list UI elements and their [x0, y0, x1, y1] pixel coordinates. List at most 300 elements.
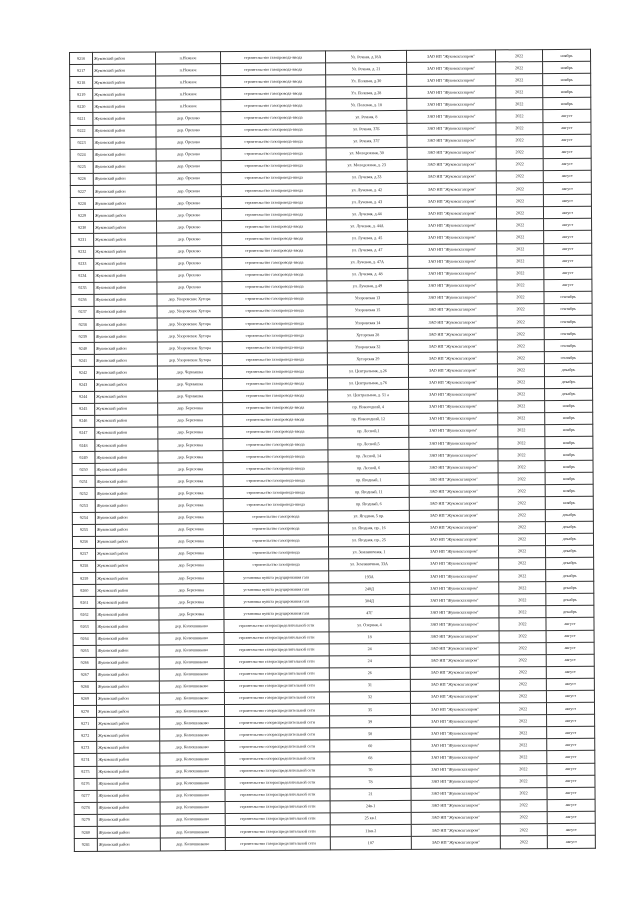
month-cell: август [543, 207, 591, 219]
year-cell: 2022 [498, 425, 545, 437]
work-type-cell: строительство газораспределительной сети [224, 704, 329, 717]
month-cell: август [547, 763, 595, 775]
row-number: 9235 [71, 282, 94, 294]
year-cell: 2022 [500, 739, 547, 751]
contractor-cell: ЗАО НП "Жуковскгазпром" [409, 401, 498, 414]
row-number: 9251 [72, 476, 95, 488]
work-type-cell: строительство газопровода-ввода [222, 353, 327, 366]
contractor-cell: ЗАО НП "Жуковскгазпром" [407, 195, 496, 208]
year-cell: 2022 [497, 243, 544, 255]
contractor-cell: ЗАО НП "Жуковскгазпром" [410, 703, 499, 716]
work-type-cell: строительство газопровода-ввода [221, 160, 326, 173]
month-cell: август [546, 618, 594, 630]
work-type-cell: строительство газопровода-ввода [222, 269, 327, 282]
year-cell: 2022 [497, 316, 544, 328]
month-cell: август [543, 110, 591, 122]
district-cell: Жуковский район [97, 778, 160, 790]
address-cell: пр. Новогодний, 12 [328, 413, 409, 426]
month-cell: ноябрь [543, 61, 591, 73]
year-cell: 2022 [499, 654, 546, 666]
address-cell: Ул. Полевая, д. 18 [326, 99, 407, 112]
address-cell: ул. Лучевая, д. 44А [327, 220, 408, 233]
address-cell: ул. Центральная, д.26 [327, 365, 408, 378]
address-cell: 24 [329, 643, 410, 656]
address-cell: ул. Речная, 37Б [326, 123, 407, 136]
row-number: 9242 [71, 367, 94, 379]
settlement-cell: дер. Орехово [156, 185, 221, 197]
work-type-cell: строительство газопровода-ввода [221, 111, 326, 124]
address-cell: 21 [330, 788, 411, 801]
settlement-cell: дер. Орехово [157, 269, 222, 281]
year-cell: 2022 [499, 666, 546, 678]
settlement-cell: дер. Чернышка [158, 390, 223, 402]
work-type-cell: строительство газопровода-ввода [222, 232, 327, 245]
year-cell: 2022 [498, 485, 545, 497]
row-number: 9276 [74, 778, 97, 790]
row-number: 9224 [70, 149, 93, 161]
work-type-cell: строительство газопровода-ввода [221, 123, 326, 136]
settlement-cell: дер. Упоровские Хутора [157, 330, 222, 342]
district-cell: Жуковский район [94, 330, 157, 342]
contractor-cell: ЗАО НП "Жуковскгазпром" [408, 219, 497, 232]
month-cell: ноябрь [545, 412, 593, 424]
month-cell: декабрь [546, 581, 594, 593]
year-cell: 2022 [500, 775, 547, 787]
contractor-cell: ЗАО НП "Жуковскгазпром" [409, 522, 498, 535]
address-cell: пр. Новогодний, 4 [328, 401, 409, 414]
contractor-cell: ЗАО НП "Жуковскгазпром" [411, 739, 500, 752]
work-type-cell: строительство газопровода [223, 510, 328, 523]
settlement-cell: дер. Березовка [159, 584, 224, 596]
settlement-cell: дер. Орехово [156, 148, 221, 160]
work-type-cell: строительство газопровода-ввода [223, 438, 328, 451]
year-cell: 2022 [500, 824, 547, 836]
work-type-cell: строительство газопровода [223, 535, 328, 548]
year-cell: 2022 [499, 618, 546, 630]
address-cell: ул. Центральная, д.76 [327, 377, 408, 390]
work-type-cell: строительство газопровода-ввода [222, 220, 327, 233]
settlement-cell: дер. Колюшниково [159, 680, 224, 692]
address-cell: 107 [330, 837, 411, 850]
work-type-cell: строительство газопровода-ввода [222, 281, 327, 294]
district-cell: Жуковский район [94, 354, 157, 366]
row-number: 9238 [71, 318, 94, 330]
contractor-cell: ЗАО НП "Жуковскгазпром" [408, 268, 497, 281]
district-cell: Жуковский район [97, 717, 160, 729]
settlement-cell: дер. Березовка [158, 475, 223, 487]
month-cell: ноябрь [545, 497, 593, 509]
contractor-cell: ЗАО НП "Жуковскгазпром" [408, 231, 497, 244]
year-cell: 2022 [499, 630, 546, 642]
month-cell: август [543, 122, 591, 134]
row-number: 9237 [71, 306, 94, 318]
year-cell: 2022 [496, 195, 543, 207]
settlement-cell: дер. Березовка [158, 535, 223, 547]
contractor-cell: ЗАО НП "Жуковскгазпром" [407, 183, 496, 196]
settlement-cell: дер. Орехово [157, 245, 222, 257]
month-cell: август [546, 630, 594, 642]
district-cell: Жуковский район [97, 838, 160, 851]
month-cell: сентябрь [544, 352, 592, 364]
row-number: 9259 [73, 572, 96, 584]
month-cell: август [547, 775, 595, 787]
row-number: 9279 [74, 814, 97, 826]
district-cell: Жуковский район [94, 270, 157, 282]
address-cell: пр. Ягодный, 11 [328, 486, 409, 499]
district-cell: Жуковский район [94, 245, 157, 257]
address-cell: 70 [330, 764, 411, 777]
table-body [70, 49, 596, 851]
address-cell: 304Д [329, 595, 410, 608]
contractor-cell: ЗАО НП "Жуковскгазпром" [411, 788, 500, 801]
work-type-cell: строительство газораспределительной сети [224, 631, 329, 644]
year-cell: 2022 [497, 267, 544, 279]
address-cell: ул. Молодежная, д. 23 [326, 159, 407, 172]
month-cell: август [544, 279, 592, 291]
year-cell: 2022 [498, 437, 545, 449]
work-type-cell: строительство газопровода-ввода [222, 317, 327, 330]
row-number: 9271 [74, 718, 97, 730]
row-number: 9244 [72, 391, 95, 403]
settlement-cell: дер. Березовка [158, 487, 223, 499]
contractor-cell: ЗАО НП "Жуковскгазпром" [409, 509, 498, 522]
district-cell: Жуковский район [93, 197, 156, 209]
contractor-cell: ЗАО НП "Жуковскгазпром" [409, 413, 498, 426]
settlement-cell: дер. Колюшниково [160, 717, 225, 729]
work-type-cell: строительство газопровода-ввода [222, 244, 327, 257]
month-cell: ноябрь [545, 436, 593, 448]
month-cell: август [544, 243, 592, 255]
district-cell: Жуковский район [95, 391, 158, 403]
contractor-cell: ЗАО НП "Жуковскгазпром" [407, 159, 496, 172]
work-type-cell: строительство газораспределительной сети [225, 764, 330, 777]
year-cell: 2022 [499, 570, 546, 582]
district-cell: Жуковский район [96, 681, 159, 693]
district-cell: Жуковский район [93, 125, 156, 137]
row-number: 9275 [74, 766, 97, 778]
contractor-cell: ЗАО НП "Жуковскгазпром" [408, 292, 497, 305]
year-cell: 2022 [496, 146, 543, 158]
month-cell: август [546, 678, 594, 690]
work-type-cell: строительство газопровода-ввода [221, 172, 326, 185]
month-cell: август [543, 170, 591, 182]
settlement-cell: дер. Орехово [156, 136, 221, 148]
settlement-cell: дер. Колюшниково [159, 620, 224, 632]
work-type-cell: строительство газораспределительной сети [224, 692, 329, 705]
contractor-cell: ЗАО НП "Жуковскгазпром" [411, 824, 500, 837]
contractor-cell: ЗАО НП "Жуковскгазпром" [407, 62, 496, 75]
address-cell: 31 [329, 679, 410, 692]
table-row [74, 835, 595, 851]
contractor-cell: ЗАО НП "Жуковскгазпром" [407, 171, 496, 184]
work-type-cell: строительство газопровода-ввода [223, 486, 328, 499]
year-cell: 2022 [499, 691, 546, 703]
month-cell: август [544, 219, 592, 231]
district-cell: Жуковский район [94, 306, 157, 318]
row-number: 9239 [71, 331, 94, 343]
month-cell: август [544, 255, 592, 267]
work-type-cell: строительство газопровода-ввода [221, 196, 326, 209]
year-cell: 2022 [500, 787, 547, 799]
contractor-cell: ЗАО НП "Жуковскгазпром" [408, 328, 497, 341]
month-cell: декабрь [544, 376, 592, 388]
address-cell: пр. Лесной,1 [328, 425, 409, 438]
row-number: 9258 [73, 560, 96, 572]
row-number: 9267 [73, 669, 96, 681]
month-cell: август [547, 751, 595, 763]
month-cell: декабрь [545, 521, 593, 533]
row-number: 9253 [72, 500, 95, 512]
month-cell: ноябрь [545, 400, 593, 412]
settlement-cell: дер. Березовка [159, 596, 224, 608]
year-cell: 2022 [498, 400, 545, 412]
month-cell: август [546, 702, 594, 714]
district-cell: Жуковский район [97, 790, 160, 802]
settlement-cell: дер. Орехово [156, 209, 221, 221]
district-cell: Жуковский район [93, 76, 156, 88]
month-cell: август [547, 727, 595, 739]
year-cell: 2022 [498, 461, 545, 473]
year-cell: 2022 [500, 799, 547, 811]
settlement-cell: дер. Березовка [158, 511, 223, 523]
district-cell: Жуковский район [93, 64, 156, 76]
row-number: 9280 [74, 826, 97, 838]
month-cell: декабрь [544, 364, 592, 376]
district-cell: Жуковский район [95, 403, 158, 415]
address-cell: 193А [329, 570, 410, 583]
settlement-cell: дер. Колюшниково [160, 741, 225, 753]
row-number: 9234 [71, 270, 94, 282]
address-cell: ул. Молодежная, 30 [326, 147, 407, 160]
row-number: 9263 [73, 621, 96, 633]
work-type-cell: строительство газопровода-ввода [223, 426, 328, 439]
contractor-cell: ЗАО НП "Жуковскгазпром" [408, 280, 497, 293]
address-cell: 24 [329, 655, 410, 668]
district-cell: Жуковский район [95, 475, 158, 487]
contractor-cell: ЗАО НП "Жуковскгазпром" [411, 812, 500, 825]
month-cell: август [544, 267, 592, 279]
address-cell: ул. Лучевая, д.44 [326, 208, 407, 221]
settlement-cell: дер. Березовка [158, 499, 223, 511]
row-number: 9230 [71, 222, 94, 234]
year-cell: 2022 [499, 558, 546, 570]
row-number: 9223 [70, 137, 93, 149]
month-cell: август [543, 194, 591, 206]
month-cell: август [546, 690, 594, 702]
work-type-cell: строительство газопровода-ввода [221, 51, 326, 64]
settlement-cell: дер. Орехово [157, 233, 222, 245]
year-cell: 2022 [497, 376, 544, 388]
work-type-cell: строительство газораспределительной сети [224, 680, 329, 693]
contractor-cell: ЗАО НП "Жуковскгазпром" [411, 763, 500, 776]
address-cell: ул. Ягодная, пр., 16 [328, 522, 409, 535]
year-cell: 2022 [499, 703, 546, 715]
contractor-cell: ЗАО НП "Жуковскгазпром" [411, 751, 500, 764]
district-cell: Жуковский район [93, 209, 156, 221]
district-cell: Жуковский район [96, 693, 159, 705]
row-number: 9264 [73, 633, 96, 645]
row-number: 9255 [72, 524, 95, 536]
work-type-cell: строительство газопровода-ввода [221, 184, 326, 197]
month-cell: август [547, 799, 595, 811]
work-type-cell: строительство газораспределительной сети [224, 656, 329, 669]
district-cell: Жуковский район [97, 802, 160, 814]
month-cell: ноябрь [545, 424, 593, 436]
document-page [69, 49, 577, 852]
address-cell: Ул. Речная, д.18А [325, 50, 406, 63]
row-number: 9262 [73, 609, 96, 621]
work-type-cell: строительство газораспределительной сети [224, 619, 329, 632]
district-cell: Жуковский район [94, 342, 157, 354]
contractor-cell: ЗАО НП "Жуковскгазпром" [411, 800, 500, 813]
district-cell: Жуковский район [97, 729, 160, 741]
row-number: 9231 [71, 234, 94, 246]
month-cell: сентябрь [544, 291, 592, 303]
row-number: 9257 [73, 548, 96, 560]
work-type-cell: строительство газопровода-ввода [223, 402, 328, 415]
contractor-cell: ЗАО НП "Жуковскгазпром" [410, 679, 499, 692]
work-type-cell: строительство газораспределительной сети [225, 825, 330, 838]
contractor-cell: ЗАО НП "Жуковскгазпром" [409, 449, 498, 462]
contractor-cell: ЗАО НП "Жуковскгазпром" [411, 836, 500, 849]
work-type-cell: строительство газопровода-ввода [222, 305, 327, 318]
address-cell: 11кв.2 [330, 824, 411, 837]
contractor-cell: ЗАО НП "Жуковскгазпром" [410, 667, 499, 680]
month-cell: ноябрь [543, 74, 591, 86]
address-cell: 47Г [329, 607, 410, 620]
settlement-cell: дер. Колюшниково [159, 632, 224, 644]
month-cell: декабрь [545, 533, 593, 545]
row-number: 9260 [73, 584, 96, 596]
settlement-cell: дер. Орехово [157, 281, 222, 293]
year-cell: 2022 [496, 98, 543, 110]
year-cell: 2022 [500, 727, 547, 739]
district-cell: Жуковский район [93, 137, 156, 149]
year-cell: 2022 [498, 412, 545, 424]
district-cell: Жуковский район [96, 572, 159, 584]
contractor-cell: ЗАО НП "Жуковскгазпром" [409, 437, 498, 450]
work-type-cell: строительство газопровода-ввода [222, 341, 327, 354]
contractor-cell: ЗАО НП "Жуковскгазпром" [407, 110, 496, 123]
work-type-cell: строительство газопровода-ввода [221, 87, 326, 100]
district-cell: Жуковский район [95, 487, 158, 499]
settlement-cell: дер. Колюшниково [159, 705, 224, 717]
row-number: 9246 [72, 415, 95, 427]
district-cell: Жуковский район [95, 536, 158, 548]
row-number: 9278 [74, 802, 97, 814]
address-cell: ул. Лучевая, д. 42 [326, 183, 407, 196]
row-number: 9219 [70, 89, 93, 101]
year-cell: 2022 [499, 594, 546, 606]
year-cell: 2022 [496, 171, 543, 183]
address-cell: Хуторская 29 [327, 353, 408, 366]
settlement-cell: дер. Колюшниково [160, 789, 225, 801]
address-cell: ул. Лучевая, д. 48 [327, 268, 408, 281]
contractor-cell: ЗАО НП "Жуковскгазпром" [409, 389, 498, 402]
contractor-cell: ЗАО НП "Жуковскгазпром" [408, 352, 497, 365]
address-cell: пр. Лесной, 6 [328, 462, 409, 475]
contractor-cell: ЗАО НП "Жуковскгазпром" [409, 461, 498, 474]
month-cell: ноябрь [545, 448, 593, 460]
work-type-cell: строительство газораспределительной сети [224, 644, 329, 657]
month-cell: август [547, 823, 595, 835]
contractor-cell: ЗАО НП "Жуковскгазпром" [408, 304, 497, 317]
work-type-cell: строительство газопровода-ввода [223, 450, 328, 463]
month-cell: сентябрь [544, 303, 592, 315]
address-cell: Упоровская 32 [327, 341, 408, 354]
month-cell: август [543, 146, 591, 158]
year-cell: 2022 [500, 751, 547, 763]
address-cell: ул. Лучевая, д. 45 [327, 232, 408, 245]
month-cell: август [543, 134, 591, 146]
row-number: 9248 [72, 439, 95, 451]
contractor-cell: ЗАО НП "Жуковскгазпром" [410, 630, 499, 643]
month-cell: август [543, 158, 591, 170]
district-cell: Жуковский район [97, 741, 160, 753]
address-cell: Ул. Полевая, д.30 [326, 75, 407, 88]
contractor-cell: ЗАО НП "Жуковскгазпром" [407, 86, 496, 99]
year-cell: 2022 [497, 364, 544, 376]
row-number: 9268 [73, 681, 96, 693]
contractor-cell: ЗАО НП "Жуковскгазпром" [408, 316, 497, 329]
settlement-cell: дер. Упоровские Хутора [157, 342, 222, 354]
address-cell: Хуторская 28 [327, 329, 408, 342]
address-cell: 39 [330, 716, 411, 729]
settlement-cell: дер. Колюшниково [160, 729, 225, 741]
row-number: 9243 [71, 379, 94, 391]
year-cell: 2022 [497, 291, 544, 303]
month-cell: сентябрь [544, 315, 592, 327]
district-cell: Жуковский район [97, 765, 160, 777]
settlement-cell: дер. Чернышка [157, 378, 222, 390]
month-cell: ноябрь [543, 98, 591, 110]
contractor-cell: ЗАО НП "Жуковскгазпром" [408, 255, 497, 268]
district-cell: Жуковский район [95, 499, 158, 511]
row-number: 9232 [71, 246, 94, 258]
row-number: 9273 [74, 742, 97, 754]
address-cell: пр. Ягодный, 6 [328, 498, 409, 511]
row-number: 9233 [71, 258, 94, 270]
district-cell: Жуковский район [93, 161, 156, 173]
month-cell: декабрь [545, 388, 593, 400]
row-number: 9250 [72, 464, 95, 476]
row-number: 9247 [72, 427, 95, 439]
settlement-cell: дер. Колюшниково [159, 693, 224, 705]
address-cell: 24в-1 [330, 800, 411, 813]
work-type-cell: строительство газораспределительной сети [225, 728, 330, 741]
row-number: 9249 [72, 451, 95, 463]
address-cell: ул. Лучевая, д. 43 [326, 196, 407, 209]
year-cell: 2022 [498, 509, 545, 521]
district-cell: Жуковский район [96, 620, 159, 632]
contractor-cell: ЗАО НП "Жуковскгазпром" [411, 776, 500, 789]
settlement-cell: п.Нежное [156, 88, 221, 100]
year-cell: 2022 [500, 763, 547, 775]
month-cell: август [547, 739, 595, 751]
work-type-cell: строительство газопровода [224, 559, 329, 572]
contractor-cell: ЗАО НП "Жуковскгазпром" [411, 727, 500, 740]
work-type-cell: строительство газораспределительной сети [225, 789, 330, 802]
contractor-cell: ЗАО НП "Жуковскгазпром" [407, 98, 496, 111]
address-cell: 78 [330, 776, 411, 789]
row-number: 9281 [74, 838, 97, 851]
year-cell: 2022 [499, 545, 546, 557]
district-cell: Жуковский район [93, 149, 156, 161]
work-type-cell: строительство газопровода-ввода [222, 365, 327, 378]
month-cell: декабрь [546, 557, 594, 569]
month-cell: сентябрь [544, 340, 592, 352]
work-type-cell: строительство газопровода-ввода [222, 329, 327, 342]
